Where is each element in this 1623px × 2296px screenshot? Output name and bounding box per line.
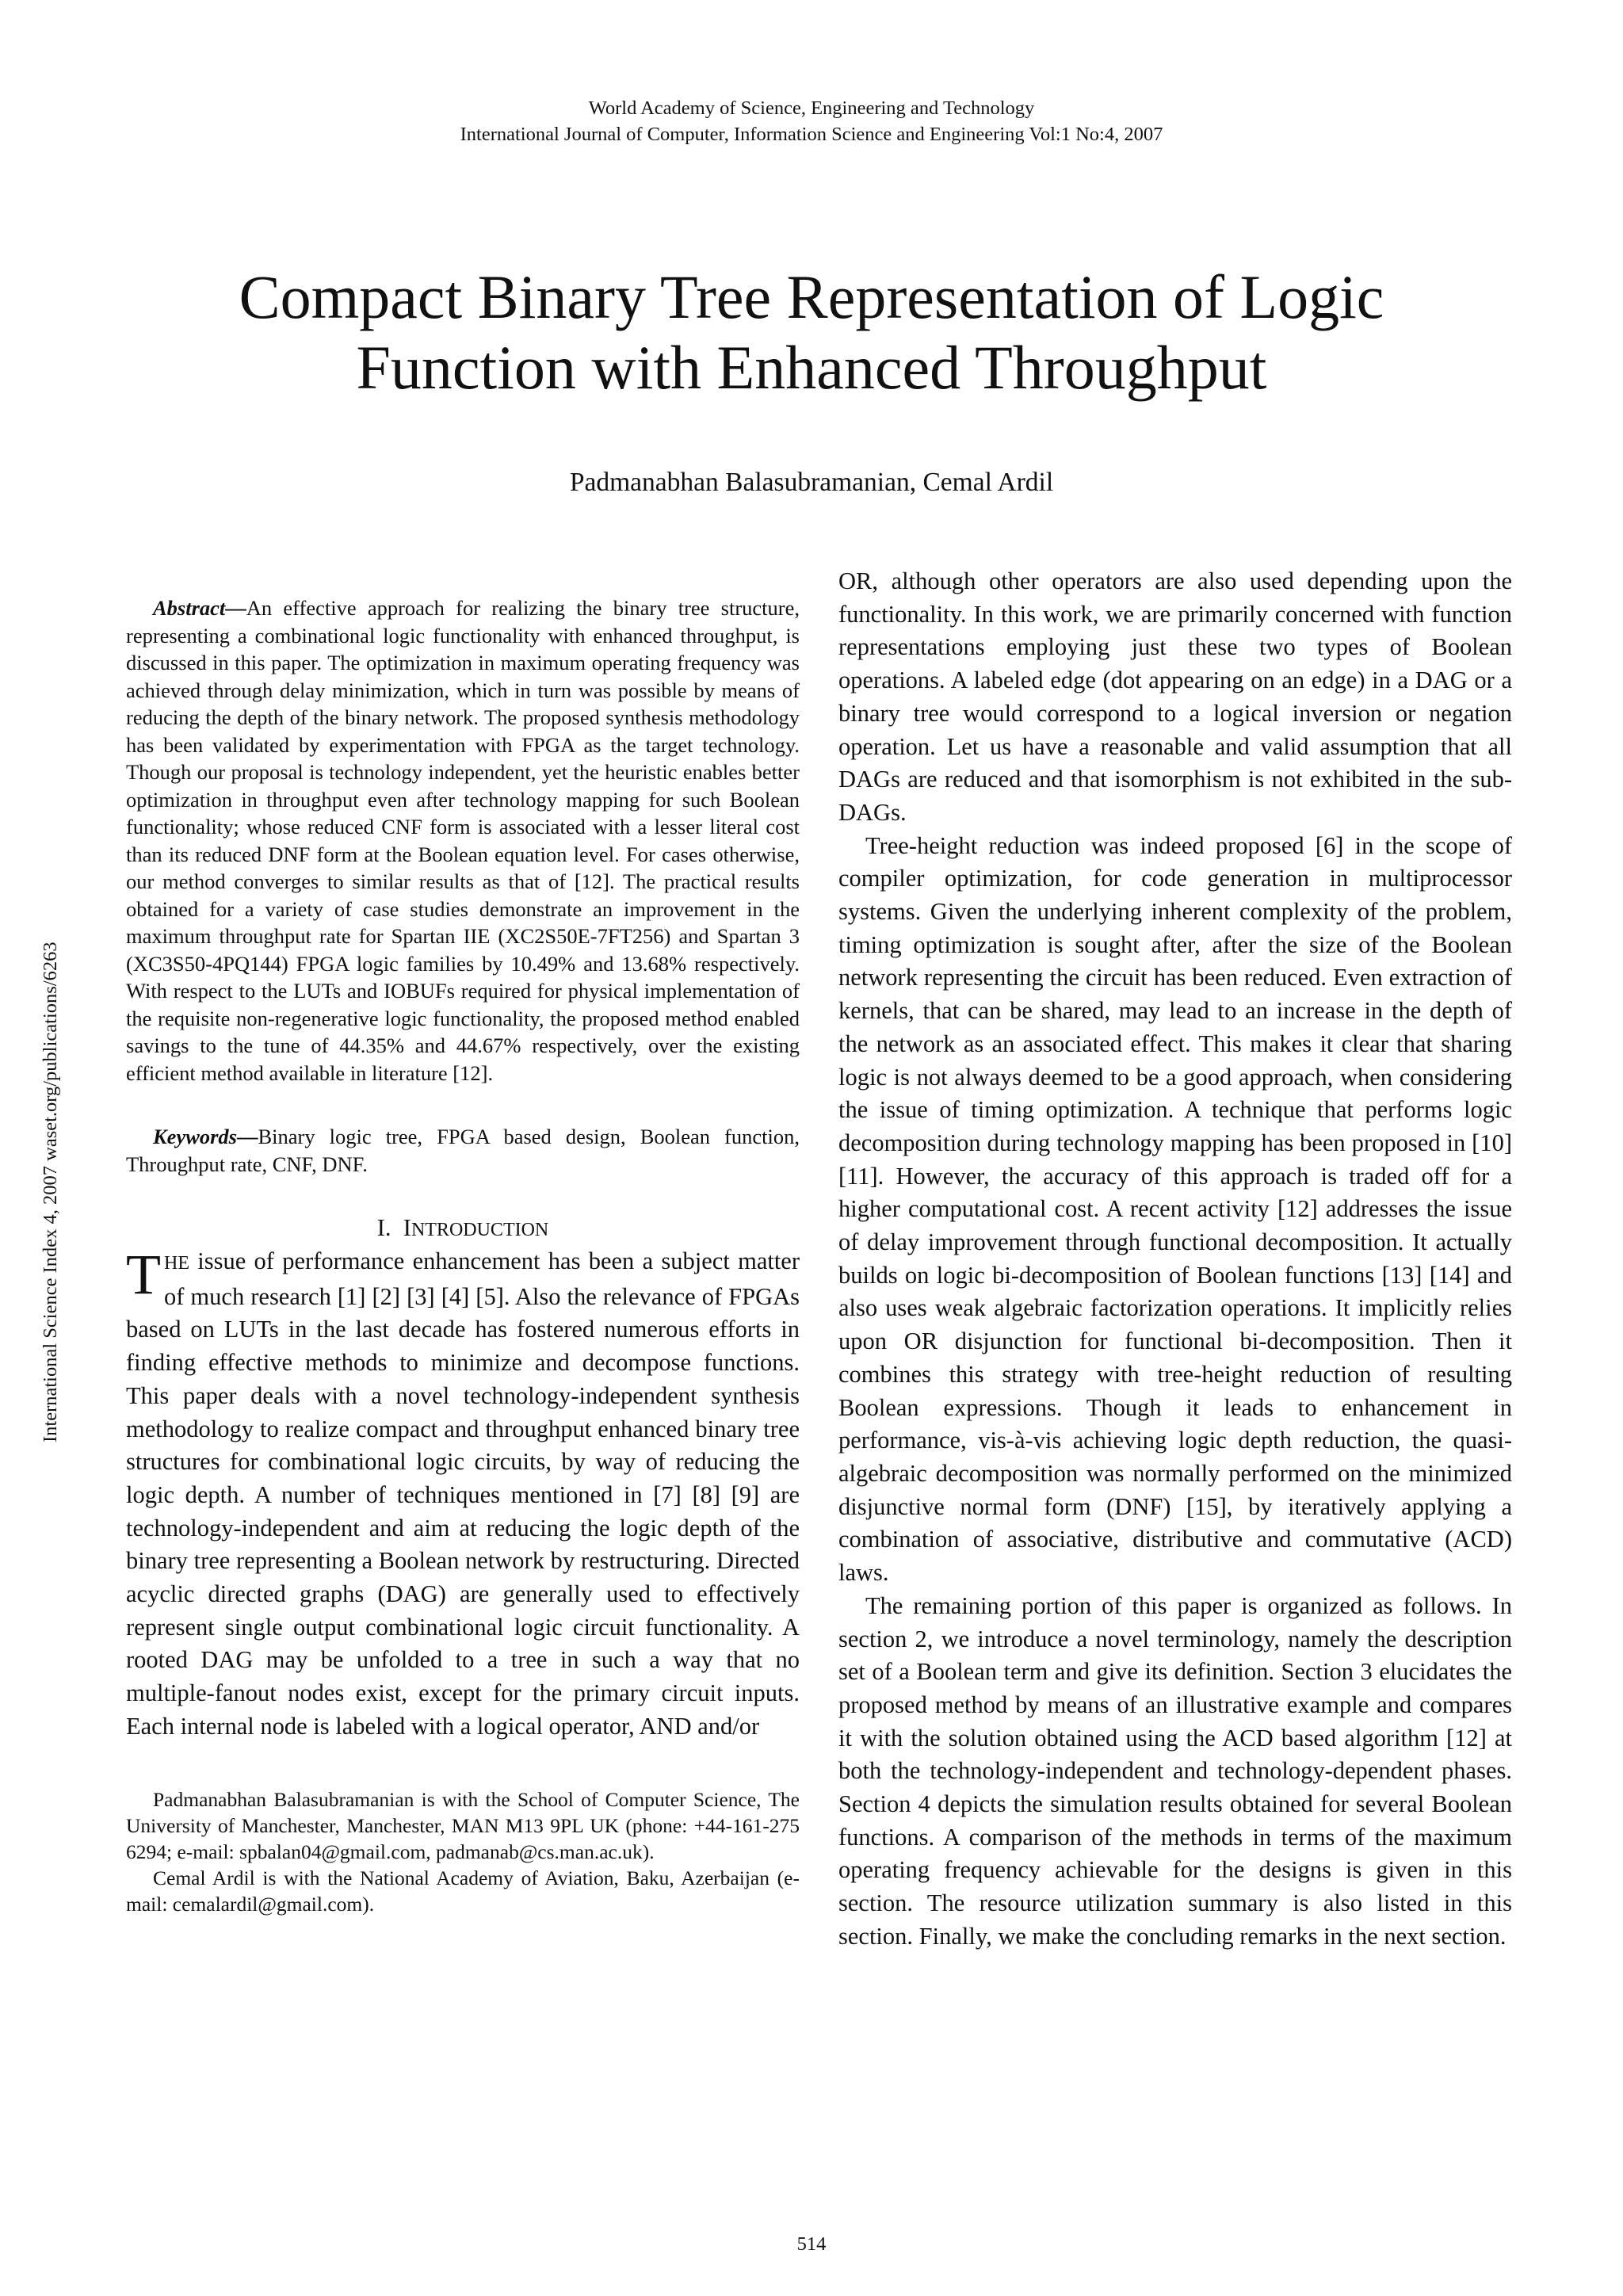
section-numeral: I. xyxy=(376,1214,391,1241)
keywords-dash: — xyxy=(237,1125,258,1148)
footnote-author-2: Cemal Ardil is with the National Academy of Aviation, Baku, Azerbaijan (e-mail: cemalardil@gmail.com). xyxy=(126,1866,800,1916)
left-column xyxy=(126,594,800,1917)
intro-paragraph-3: The remaining portion of this paper is organized as follows. In section 2, we introduce a novel terminology, namely the description set of a Boolean term and give its definition. Section 3 elucidates the proposed method by means of an illustrative example and compares it with the solution obtained using the ACD based algorithm [12] at both the technology-independent and technology-dependent phases. Section 4 depicts the simulation results obtained for several Boolean functions. A comparison of the methods in terms of the maximum operating frequency achievable for the designs is given in this section. The resource utilization summary is also listed in this section. Finally, we make the concluding remarks in the next section. xyxy=(838,1591,1512,1950)
footnote-author-1: Padmanabhan Balasubramanian is with the School of Computer Science, The University of Manchester, Manchester, MAN M13 9PL UK (phone: +44-161-275 6294; e-mail: spbalan04@gmail.com, padmanab@cs.man.ac.uk). xyxy=(126,1787,800,1863)
journal-header-line1: World Academy of Science, Engineering and Technology xyxy=(588,97,1035,119)
section-title-rest: NTRODUCTION xyxy=(411,1220,549,1240)
intro-paragraph-1-continued: OR, although other operators are also used depending upon the functionality. In this work, we are primarily concerned with function representations employing just these two types of Boolean operations. A labeled edge (dot appearing on an edge) in a DAG or a binary tree would correspond to a logical inversion or negation operation. Let us have a reasonable and valid assumption that all DAGs are reduced and that isomorphism is not exhibited in the sub-DAGs. xyxy=(838,567,1512,826)
abstract-dash: — xyxy=(225,596,246,620)
abstract xyxy=(126,594,800,1087)
paper-title xyxy=(0,262,1623,403)
section-heading-introduction xyxy=(126,1214,800,1242)
right-column xyxy=(838,565,1512,1954)
section-title-initial: I xyxy=(403,1214,411,1241)
page-number: 514 xyxy=(796,2233,827,2255)
keywords-text: Binary logic tree, FPGA based design, Boolean function, Throughput rate, CNF, DNF. xyxy=(126,1125,800,1176)
paper-title-line1: Compact Binary Tree Representation of Logic xyxy=(239,262,1384,331)
drop-cap: T xyxy=(126,1243,161,1306)
paper-authors: Padmanabhan Balasubramanian, Cemal Ardil xyxy=(569,468,1054,497)
intro-paragraph-2: Tree-height reduction was indeed proposed [6] in the scope of compiler optimization, for code generation in multiprocessor systems. Given the underlying inherent complexity of the problem, timing optimization is sought after, after the size of the Boolean network representing the circuit has been reduced. Even extraction of kernels, that can be shared, may lead to an increase in the depth of the network as an associated effect. This makes it clear that sharing logic is not always deemed to be a good approach, when considering the issue of timing optimization. A technique that performs logic decomposition during technology mapping has been proposed in [10] [11]. However, the accuracy of this approach is traded off for a higher computational cost. A recent activity [12] addresses the issue of delay improvement through functional decomposition. It actually builds on logic bi-decomposition of Boolean functions [13] [14] and also uses weak algebraic factorization operations. It implicitly relies upon OR disjunction for functional bi-decomposition. Then it combines this strategy with tree-height reduction of resulting Boolean expressions. Though it leads to enhancement in performance, vis-à-vis achieving logic depth reduction, the quasi-algebraic decomposition was normally performed on the minimized disjunctive normal form (DNF) [15], by iteratively applying a combination of associative, distributive and commutative (ACD) laws. xyxy=(838,831,1512,1587)
abstract-text: An effective approach for realizing the binary tree structure, representing a combinational logic functionality with enhanced throughput, is discussed in this paper. The optimization in maximum operating frequency was achieved through delay minimization, which in turn was possible by means of reducing the depth of the binary network. The proposed synthesis methodology has been validated by experimentation with FPGA as the target technology. Though our proposal is technology independent, yet the heuristic enables better optimization in throughput even after technology mapping for such Boolean functionality; whose reduced CNF form is associated with a lesser literal cost than its reduced DNF form at the Boolean equation level. For cases otherwise, our method converges to similar results as that of [12]. The practical results obtained for a variety of case studies demonstrate an improvement in the maximum throughput rate for Spartan IIE (XC2S50E-7FT256) and Spartan 3 (XC3S50-4PQ144) FPGA logic families by 10.49% and 13.68% respectively. With respect to the LUTs and IOBUFs required for physical implementation of the requisite non-regenerative logic functionality, the proposed method enabled savings to the tune of 44.35% and 44.67% respectively, over the existing efficient method available in literature [12]. xyxy=(126,596,800,1085)
journal-header-line2: International Journal of Computer, Information Science and Engineering Vol:1 No:4, 2007 xyxy=(460,124,1163,145)
abstract-label: Abstract xyxy=(153,596,226,620)
journal-header xyxy=(0,95,1623,147)
keywords-label: Keywords xyxy=(153,1125,237,1148)
side-watermark-text: International Science Index 4, 2007 waset.org/publications/6263 xyxy=(40,942,61,1442)
intro-paragraph-1-text: issue of performance enhancement has been a subject matter of much research [1] [2] [3] [4] [5]. Also the relevance of FPGAs based on LUTs in the last decade has fostered numerous efforts in finding effective methods to minimize and decompose functions. This paper deals with a novel technology-independent synthesis methodology to realize compact and throughput enhanced binary tree structures for combinational logic circuits, by way of reducing the logic depth. A number of techniques mentioned in [7] [8] [9] are technology-independent and aim at reducing the logic depth of the binary tree representing a Boolean network by restructuring. Directed acyclic directed graphs (DAG) are generally used to effectively represent single output combinational logic circuit functionality. A rooted DAG may be unfolded to a tree in such a way that no multiple-fanout nodes exist, except for the primary circuit inputs. Each internal node is labeled with a logical operator, AND and/or xyxy=(126,1247,800,1740)
intro-paragraph-1 xyxy=(126,1245,800,1744)
intro-lead-caps: HE xyxy=(163,1253,189,1274)
keywords xyxy=(126,1123,800,1178)
paper-title-line2: Function with Enhanced Throughput xyxy=(356,333,1267,402)
